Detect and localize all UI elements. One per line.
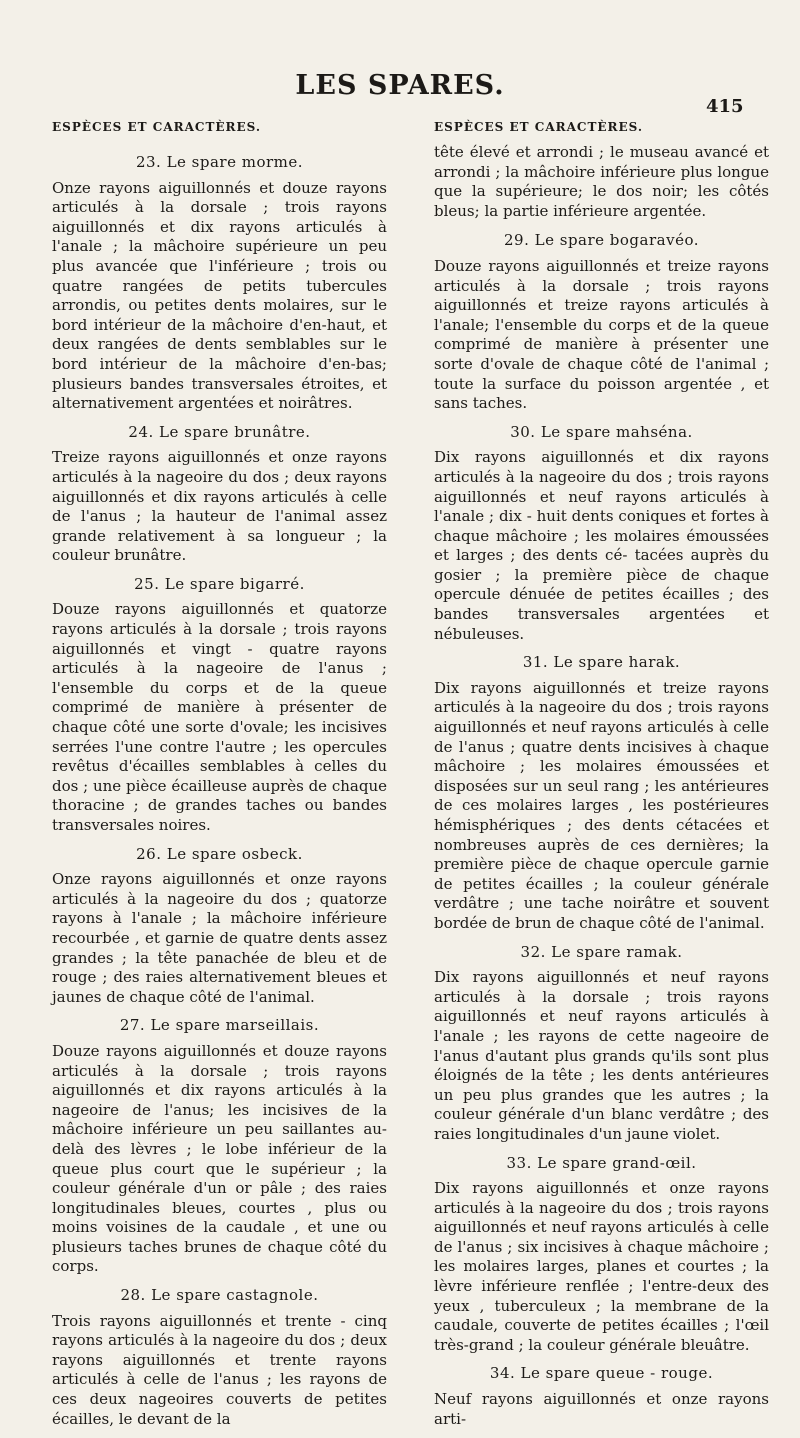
- species-entry: [434, 943, 769, 1145]
- entry-heading: 33. Le spare grand-œil.: [506, 1153, 697, 1172]
- entry-body: Douze rayons aiguillonnés et quatorze rayons articulés à la dorsale ; trois rayons aiguillonnés et vingt - quatre rayons articulés à la nageoire de l'anus ; l'ensemble du corps et de la queue comprimé de manière à présenter de chaque côté une sorte d'ovale; les incisives serrées l'une contre l'autre ; les opercules revêtus d'écailles semblables à celles du dos ; une pièce écailleuse auprès de chaque thoracine ; de grandes taches ou bandes transversales noires.: [52, 600, 387, 834]
- entry-body: Onze rayons aiguillonnés et douze rayons articulés à la dorsale ; trois rayons aiguillonnés et dix rayons articulés à l'anale ; la mâchoire supérieure un peu plus avancée que l'inférieure ; trois ou quatre rangées de petits tubercules arrondis, ou petites dents molaires, sur le bord intérieur de la mâchoire d'en-haut, et deux rangées de dents semblables sur le bord intérieur de la mâchoire d'en-bas; plusieurs bandes transversales étroites, et alternativement argentées et noirâtres.: [52, 178, 387, 413]
- entry-heading: 25. Le spare bigarré.: [134, 574, 305, 593]
- entry-heading: 24. Le spare brunâtre.: [128, 422, 311, 441]
- entry-body: Dix rayons aiguillonnés et treize rayons articulés à la nageoire du dos ; trois rayons aiguillonnés et neuf rayons articulés à celle de l'anus ; quatre dents incisives à chaque mâchoire ; les molaires émoussées et disposées sur un seul rang ; les antérieures de ces molaires larges , les postérieures hémisphériques ; des dents cétacées et nombreuses auprès de ces dernières; la première pièce de chaque opercule garnie de petites écailles ; la couleur générale verdâtre ; une tache noirâtre et souvent bordée de brun de chaque côté de l'animal.: [434, 678, 769, 932]
- species-entry: [434, 653, 769, 933]
- species-entry: [434, 1364, 769, 1429]
- entry-body: Trois rayons aiguillonnés et trente - cinq rayons articulés à la nageoire du dos ; deux rayons aiguillonnés et trente rayons articulés à celle de l'anus ; les rayons de ces deux nageoires couverts de petites écailles, le devant de la: [52, 1311, 387, 1428]
- entry-heading: 31. Le spare harak.: [522, 653, 681, 672]
- right-column: [434, 143, 769, 1438]
- left-column-header: ESPÈCES ET CARACTÈRES.: [52, 120, 262, 134]
- entry-body: Onze rayons aiguillonnés et onze rayons articulés à la nageoire du dos ; quatorze rayons à l'anale ; la mâchoire inférieure recourbée , et garnie de quatre dents assez grandes ; la tête panachée de bleu et de rouge ; des raies alternativement bleues et jaunes de chaque côté de l'animal.: [52, 870, 387, 1006]
- entry-heading: 34. Le spare queue - rouge.: [489, 1364, 714, 1383]
- species-entry: [52, 1016, 387, 1277]
- entry-body: Dix rayons aiguillonnés et dix rayons articulés à la nageoire du dos ; trois rayons aiguillonnés et neuf rayons articulés à l'anale ; dix - huit dents coniques et fortes à chaque mâchoire ; les molaires émoussées et larges ; des dents cé- tacées auprès du gosier ; la première pièce de chaque opercule dénuée de petites écailles ; des bandes transversales argentées et nébuleuses.: [434, 448, 769, 643]
- page-number: 415: [706, 96, 744, 117]
- entry-body: Treize rayons aiguillonnés et onze rayons articulés à la nageoire du dos ; deux rayons aiguillonnés et dix rayons articulés à celle de l'anus ; la hauteur de l'animal assez grande relativement à sa longueur ; la couleur brunâtre.: [52, 448, 387, 565]
- species-entry: [52, 423, 387, 566]
- entry-heading: 29. Le spare bogaravéo.: [504, 231, 699, 250]
- entry-heading: 32. Le spare ramak.: [520, 942, 683, 961]
- species-entry: [52, 845, 387, 1008]
- species-entry: [434, 423, 769, 645]
- species-entry: [52, 575, 387, 836]
- entry-heading: 23. Le spare morme.: [135, 153, 304, 171]
- species-entry: [434, 231, 769, 413]
- running-title: LES SPARES.: [295, 70, 505, 101]
- right-column-header: ESPÈCES ET CARACTÈRES.: [434, 120, 644, 134]
- entry-heading: 30. Le spare mahséna.: [510, 422, 693, 441]
- entry-body: Dix rayons aiguillonnés et neuf rayons articulés à la dorsale ; trois rayons aiguillonnés et neuf rayons articulés à l'anale ; les rayons de cette nageoire de l'anus d'autant plus grands qu'ils sont plus éloignés de la tête ; les dents antérieures un peu plus grandes que les autres ; la couleur générale d'un blanc verdâtre ; des raies longitudinales d'un jaune violet.: [434, 968, 769, 1143]
- left-column: [52, 153, 387, 1438]
- species-entry: [52, 153, 387, 414]
- continued-text: tête élevé et arrondi ; le museau avancé et arrondi ; la mâchoire inférieure plus longue que la supérieure; le dos noir; les côtés bleus; la partie inférieure argentée.: [434, 143, 769, 220]
- entry-heading: 28. Le spare castagnole.: [120, 1286, 319, 1305]
- entry-heading: 26. Le spare osbeck.: [136, 844, 303, 863]
- entry-heading: 27. Le spare marseillais.: [119, 1016, 320, 1035]
- entry-body: Dix rayons aiguillonnés et onze rayons articulés à la nageoire du dos ; trois rayons aiguillonnés et neuf rayons articulés à celle de l'anus ; six incisives à chaque mâchoire ; les molaires larges, planes et courtes ; la lèvre inférieure renflée ; l'entre-deux des yeux , tuberculeux ; la membrane de la caudale, couverte de petites écailles ; l'œil très-grand ; la couleur générale bleuâtre.: [434, 1179, 769, 1354]
- entry-body: Douze rayons aiguillonnés et douze rayons articulés à la dorsale ; trois rayons aiguillonnés et dix rayons articulés à la nageoire de l'anus; les incisives de la mâchoire inférieure un peu saillantes au-delà des lèvres ; le lobe inférieur de la queue plus court que le supérieur ; la couleur générale d'un or pâle ; des raies longitudinales bleues, courtes , plus ou moins voisines de la caudale , et une ou plusieurs taches brunes de chaque côté du corps.: [52, 1041, 387, 1276]
- entry-body: Neuf rayons aiguillonnés et onze rayons arti-: [434, 1390, 769, 1428]
- species-entry: [52, 1286, 387, 1429]
- entry-body: Douze rayons aiguillonnés et treize rayons articulés à la dorsale ; trois rayons aiguillonnés et treize rayons articulés à l'anale; l'ensemble du corps et de la queue comprimé de manière à présenter une sorte d'ovale de chaque côté de l'animal ; toute la surface du poisson argentée , et sans taches.: [434, 256, 769, 413]
- species-entry: [434, 1154, 769, 1356]
